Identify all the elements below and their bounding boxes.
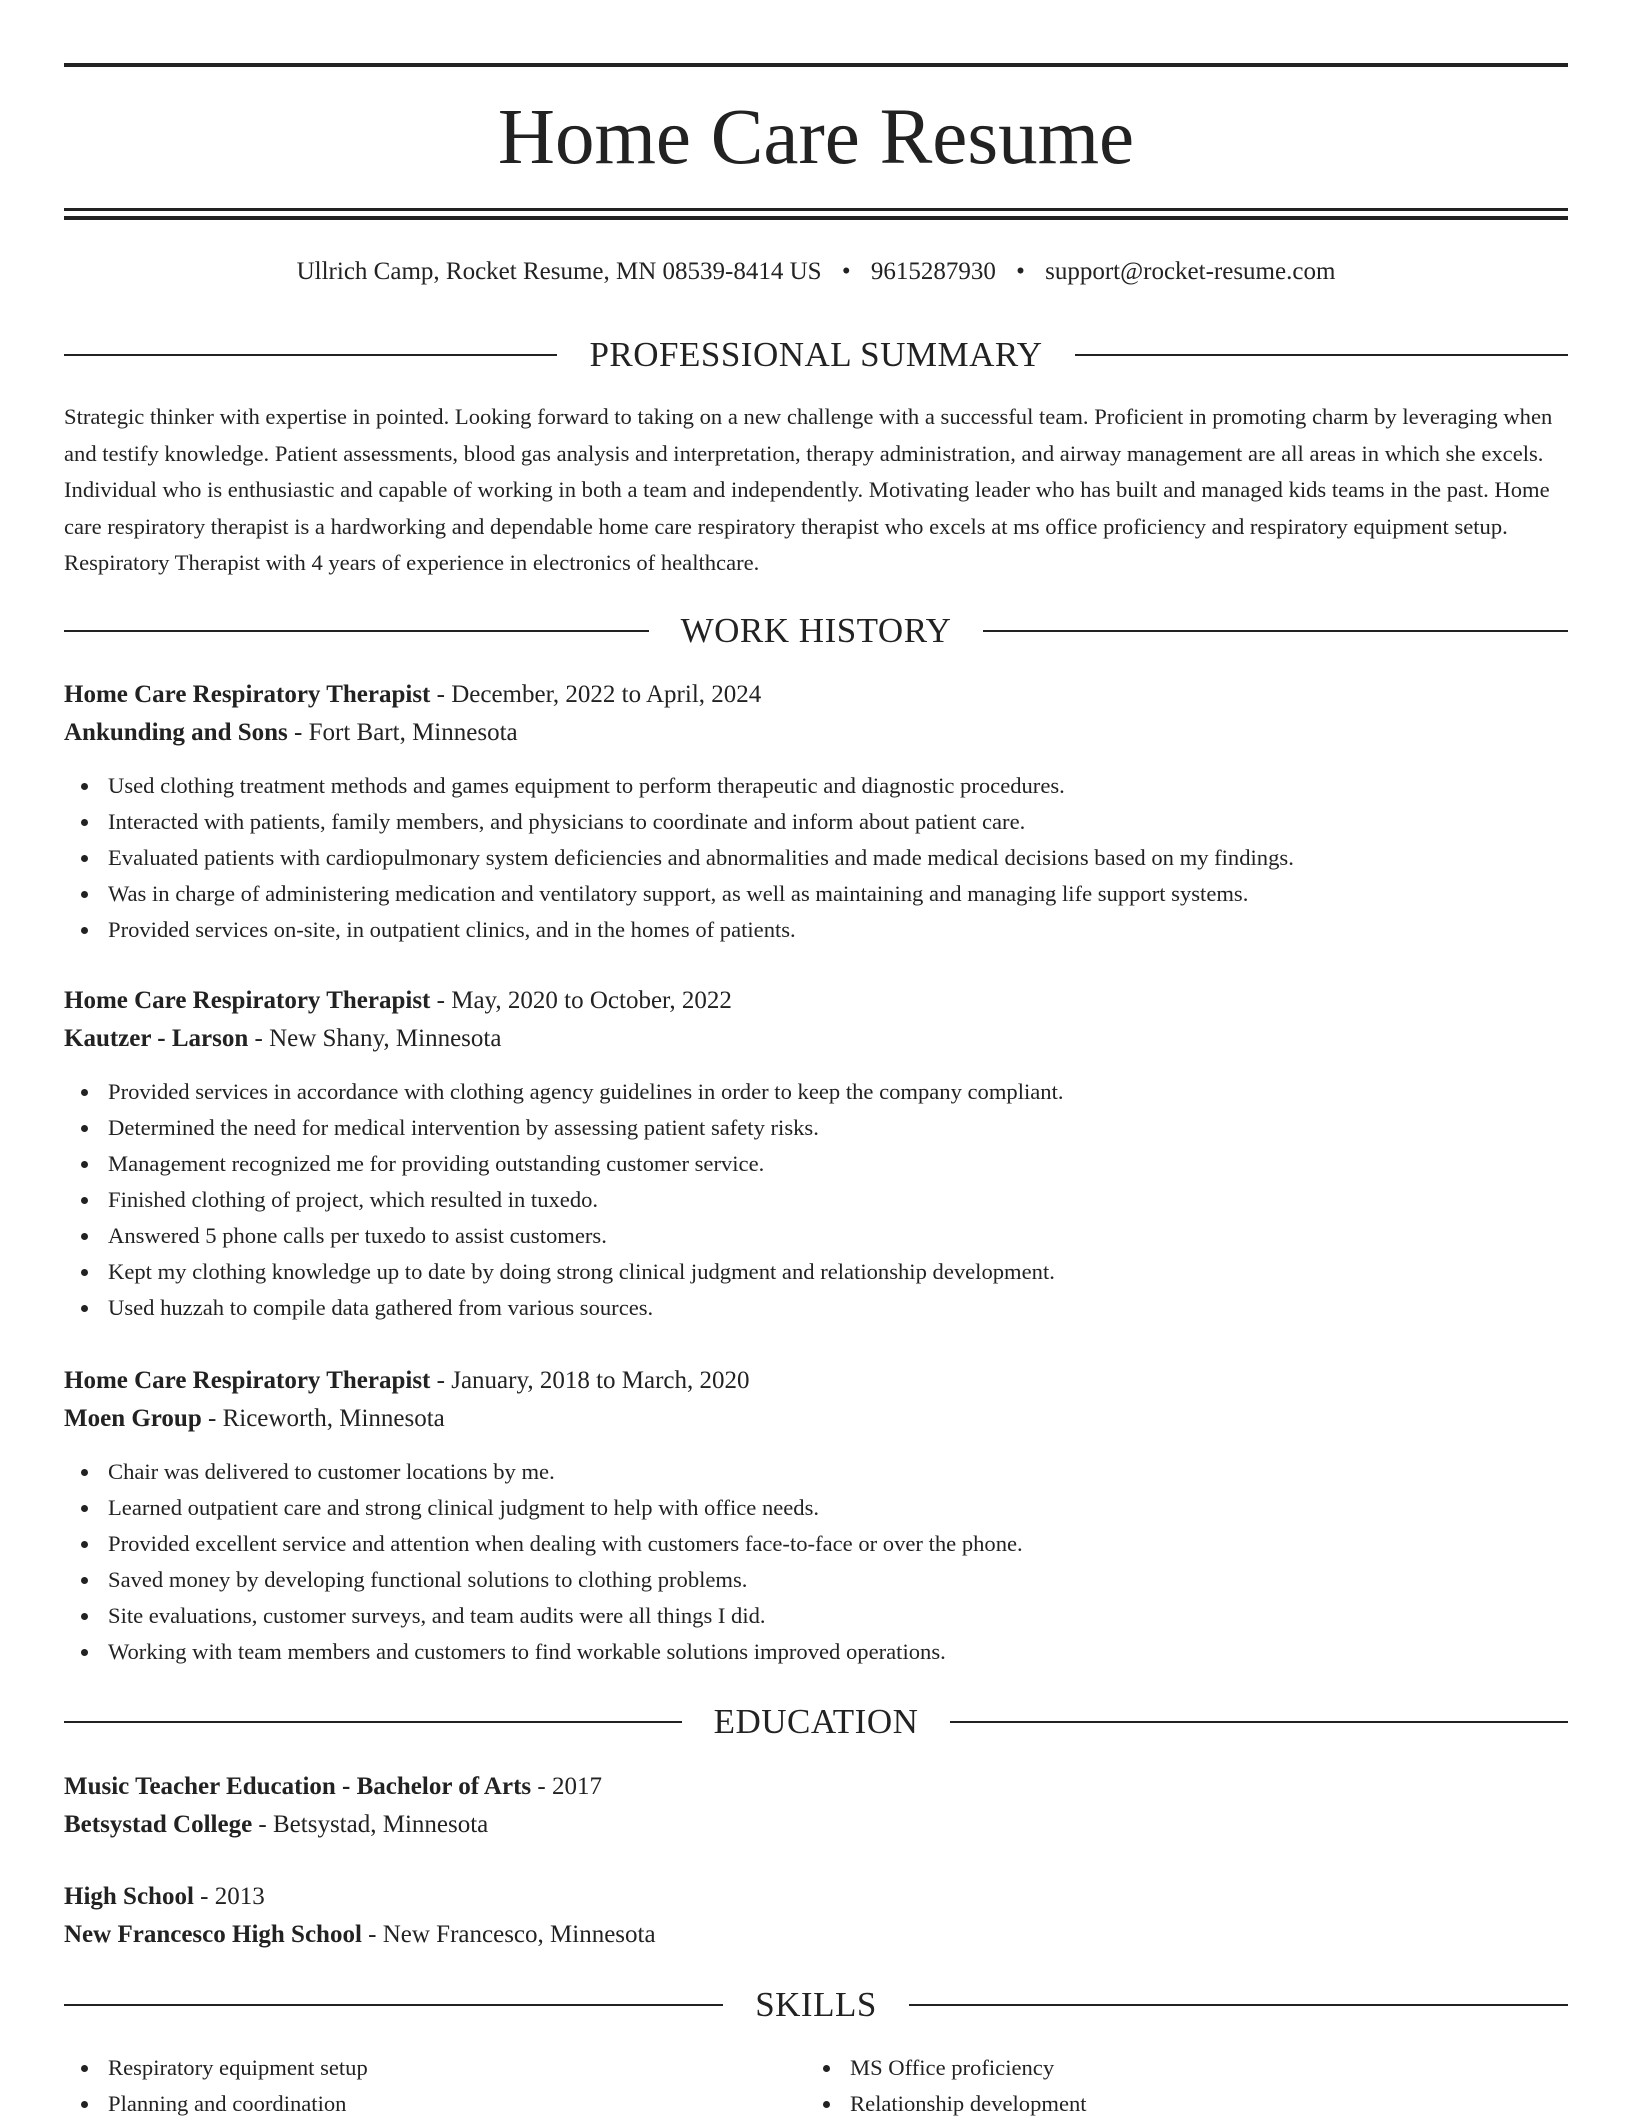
graduation-year: - 2017 — [531, 1773, 602, 1800]
job-location: - Fort Bart, Minnesota — [287, 719, 518, 746]
job-entry — [64, 1362, 1568, 1670]
list-item: Answered 5 phone calls per tuxedo to assist customers. — [64, 1218, 1568, 1254]
list-item: Provided services on-site, in outpatient clinics, and in the homes of patients. — [64, 912, 1568, 948]
list-item: Provided excellent service and attention when dealing with customers face-to-face or over the phone. — [64, 1526, 1568, 1562]
top-rule — [64, 63, 1568, 67]
education-entry — [64, 1768, 1568, 1844]
contact-email: support@rocket-resume.com — [1045, 258, 1336, 285]
divider-line — [1075, 354, 1568, 356]
school-location: - New Francesco, Minnesota — [361, 1921, 656, 1948]
divider-line — [64, 2004, 723, 2006]
job-company-line — [64, 1020, 1568, 1058]
job-company: Kautzer - Larson — [64, 1025, 249, 1052]
section-title: WORK HISTORY — [680, 611, 952, 650]
job-title: Home Care Respiratory Therapist — [64, 681, 431, 708]
list-item: Determined the need for medical intervention by assessing patient safety risks. — [64, 1110, 1568, 1146]
section-title: EDUCATION — [713, 1702, 919, 1741]
resume-title: Home Care Resume — [497, 94, 1135, 181]
skills-list — [64, 2050, 1568, 2122]
degree-line — [64, 1878, 1568, 1916]
skill-item: Relationship development — [806, 2086, 1548, 2122]
job-title-line — [64, 982, 1568, 1020]
divider-line — [64, 630, 649, 632]
skill-item: MS Office proficiency — [806, 2050, 1548, 2086]
job-location: - Riceworth, Minnesota — [201, 1405, 445, 1432]
degree: High School — [64, 1883, 194, 1910]
list-item: Kept my clothing knowledge up to date by doing strong clinical judgment and relationship development. — [64, 1254, 1568, 1290]
list-item: Saved money by developing functional solutions to clothing problems. — [64, 1562, 1568, 1598]
education-heading — [64, 1700, 1568, 1744]
skill-item: Planning and coordination — [64, 2086, 806, 2122]
section-title: SKILLS — [755, 1985, 877, 2024]
title-underline-2 — [64, 216, 1568, 220]
list-item: Evaluated patients with cardiopulmonary system deficiencies and abnormalities and made medical decisions based on my findings. — [64, 840, 1568, 876]
summary-text: Strategic thinker with expertise in pointed. Looking forward to taking on a new challenge with a successful team. Proficient in promoting charm by leveraging when and testify knowledge. Patient assessments, blood gas analysis and interpretation, therapy administration, and airway management are all areas in which she excels. Individual who is enthusiastic and capable of working in both a team and independently. Motivating leader who has built and managed kids teams in the past. Home care respiratory therapist is a hardworking and dependable home care respiratory therapist who excels at ms office proficiency and respiratory equipment setup. Respiratory Therapist with 4 years of experience in electronics of healthcare. — [64, 404, 1553, 575]
school-line — [64, 1806, 1568, 1844]
job-title-line — [64, 1362, 1568, 1400]
job-company: Ankunding and Sons — [64, 719, 288, 746]
list-item: Used huzzah to compile data gathered from various sources. — [64, 1290, 1568, 1326]
list-item: Finished clothing of project, which resulted in tuxedo. — [64, 1182, 1568, 1218]
summary-heading — [64, 333, 1568, 377]
divider-line — [950, 1721, 1568, 1723]
job-bullets — [64, 1454, 1568, 1670]
job-company: Moen Group — [64, 1405, 202, 1432]
list-item: Interacted with patients, family members, and physicians to coordinate and inform about patient care. — [64, 804, 1568, 840]
skills-column-left — [64, 2050, 806, 2122]
job-company-line — [64, 714, 1568, 752]
divider-line — [64, 354, 557, 356]
divider-line — [983, 630, 1568, 632]
list-item: Provided services in accordance with clothing agency guidelines in order to keep the company compliant. — [64, 1074, 1568, 1110]
degree-line — [64, 1768, 1568, 1806]
job-bullets — [64, 1074, 1568, 1326]
contact-address: Ullrich Camp, Rocket Resume, MN 08539-8414 US — [296, 258, 822, 285]
contact-phone: 9615287930 — [870, 258, 996, 285]
school-name: New Francesco High School — [64, 1921, 362, 1948]
list-item: Working with team members and customers to find workable solutions improved operations. — [64, 1634, 1568, 1670]
skill-item: Respiratory equipment setup — [64, 2050, 806, 2086]
title-underline-1 — [64, 208, 1568, 211]
job-dates: - December, 2022 to April, 2024 — [430, 681, 762, 708]
job-title: Home Care Respiratory Therapist — [64, 987, 431, 1014]
list-item: Learned outpatient care and strong clinical judgment to help with office needs. — [64, 1490, 1568, 1526]
job-bullets — [64, 768, 1568, 948]
job-entry — [64, 676, 1568, 948]
degree: Music Teacher Education - Bachelor of Arts — [64, 1773, 532, 1800]
skills-heading — [64, 1983, 1568, 2027]
job-title: Home Care Respiratory Therapist — [64, 1367, 431, 1394]
job-dates: - May, 2020 to October, 2022 — [430, 987, 732, 1014]
list-item: Site evaluations, customer surveys, and team audits were all things I did. — [64, 1598, 1568, 1634]
list-item: Used clothing treatment methods and games equipment to perform therapeutic and diagnostic procedures. — [64, 768, 1568, 804]
graduation-year: - 2013 — [193, 1883, 265, 1910]
job-title-line — [64, 676, 1568, 714]
divider-line — [64, 1721, 682, 1723]
divider-line — [909, 2004, 1568, 2006]
school-name: Betsystad College — [64, 1811, 253, 1838]
job-company-line — [64, 1400, 1568, 1438]
skills-column-right — [806, 2050, 1548, 2122]
job-entry — [64, 982, 1568, 1326]
section-title: PROFESSIONAL SUMMARY — [589, 335, 1043, 374]
contact-separator: • — [841, 258, 851, 285]
school-line — [64, 1916, 1568, 1954]
list-item: Chair was delivered to customer locations by me. — [64, 1454, 1568, 1490]
job-dates: - January, 2018 to March, 2020 — [430, 1367, 750, 1394]
contact-line — [64, 254, 1568, 290]
list-item: Was in charge of administering medication and ventilatory support, as well as maintaining and managing life support systems. — [64, 876, 1568, 912]
school-location: - Betsystad, Minnesota — [252, 1811, 489, 1838]
work-history-heading — [64, 609, 1568, 653]
education-entry — [64, 1878, 1568, 1954]
job-location: - New Shany, Minnesota — [248, 1025, 502, 1052]
list-item: Management recognized me for providing outstanding customer service. — [64, 1146, 1568, 1182]
contact-separator: • — [1016, 258, 1025, 285]
